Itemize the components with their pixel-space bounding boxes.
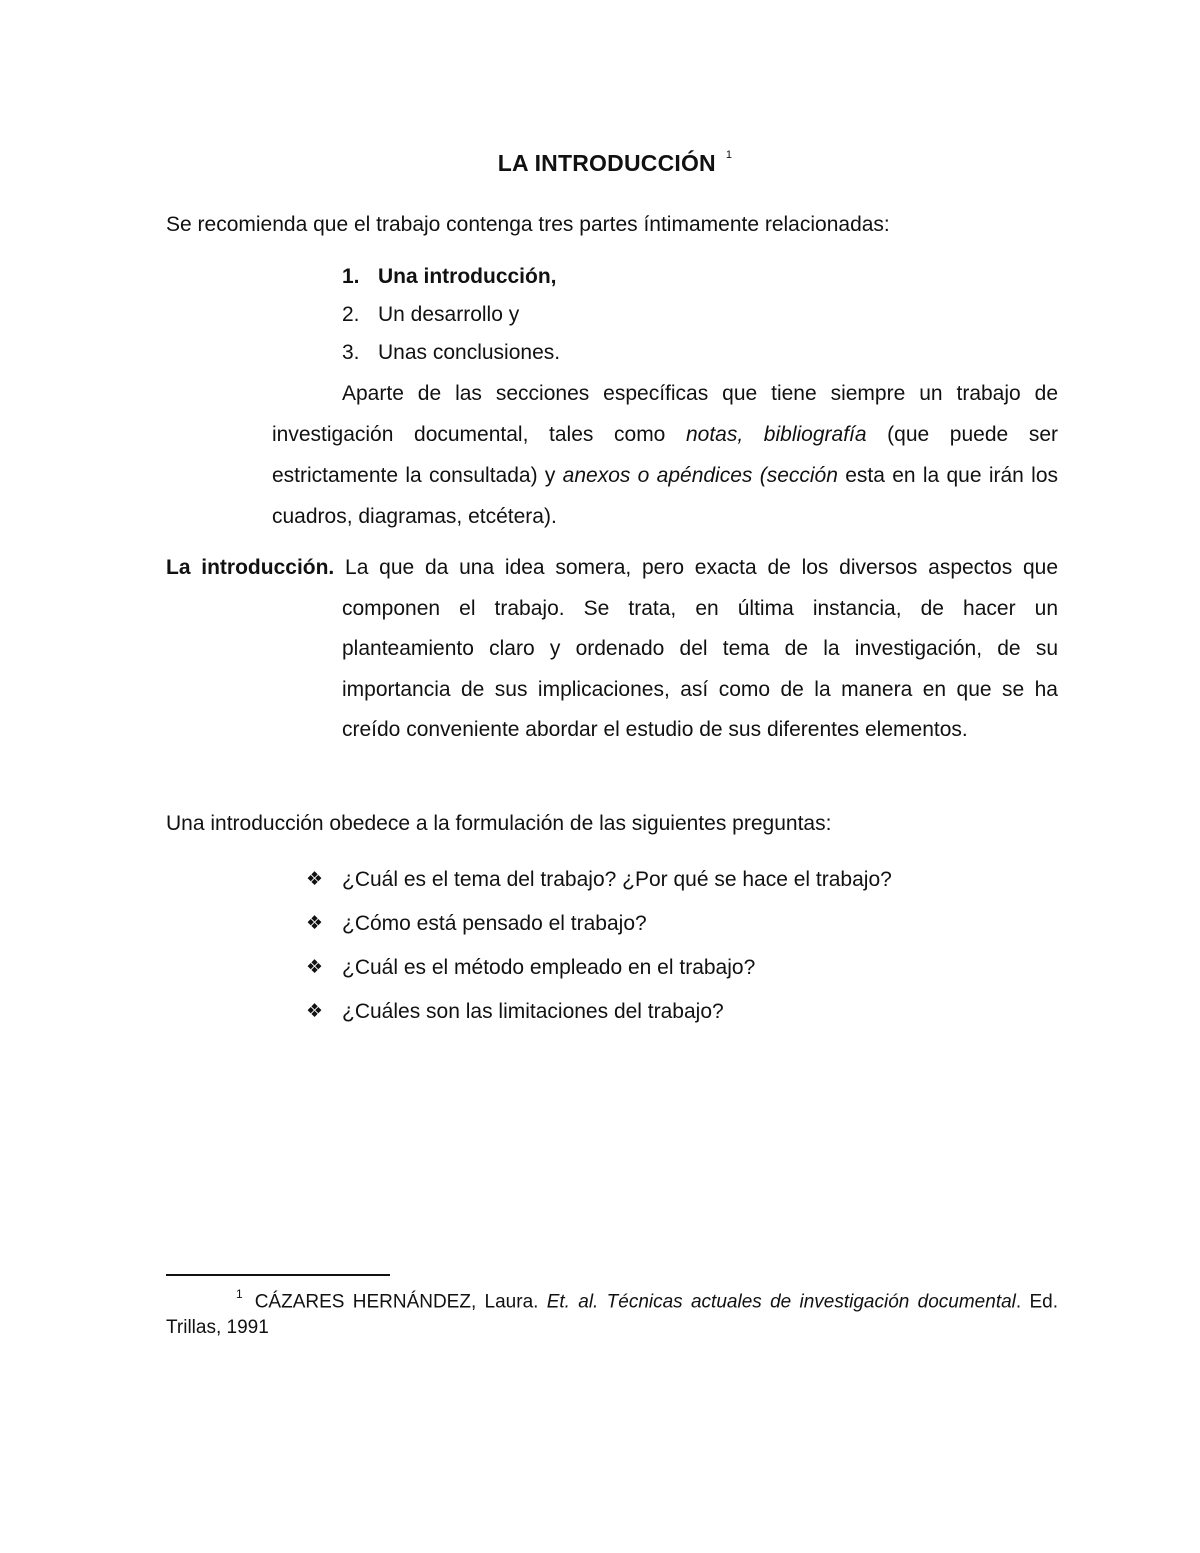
diamond-bullet-icon: ❖ <box>306 1001 324 1022</box>
list-item <box>342 258 560 296</box>
aparte-text-3: esta en la que irán los cuadros, diagramas, etcétera). <box>272 464 1058 528</box>
list-item <box>306 902 892 946</box>
footnote-etal: Et. al. <box>546 1291 599 1313</box>
question-text: ¿Cuál es el método empleado en el trabajo? <box>342 956 756 979</box>
list-number: 1. <box>342 265 360 288</box>
definition-term: La introducción. <box>166 556 335 579</box>
list-item <box>306 946 892 990</box>
definition-text: La que da una idea somera, pero exacta de los diversos aspectos que componen el trabajo. Se trata, en última instancia, de hacer un planteamiento claro y ordenado del tema de la investigación, de su importancia de sus implicaciones, así como de la manera en que se ha creído conveniente abordar el estudio de sus diferentes elementos. <box>334 556 1059 741</box>
footnote-rest: . Ed. Trillas, 1991 <box>166 1291 1058 1339</box>
list-item <box>342 296 560 334</box>
question-text: ¿Cómo está pensado el trabajo? <box>342 912 647 935</box>
aparte-italic-2: anexos o apéndices (sección <box>562 464 838 487</box>
footnote-author: CÁZARES HERNÁNDEZ, Laura. <box>254 1291 547 1313</box>
diamond-bullet-icon: ❖ <box>306 869 324 890</box>
list-item <box>342 334 560 372</box>
list-number: 2. <box>342 303 360 326</box>
intro-sentence: Se recomienda que el trabajo contenga tres partes íntimamente relacionadas: <box>166 213 890 236</box>
questions-list <box>306 858 892 1034</box>
footnote-marker: 1 <box>236 1287 243 1301</box>
question-text: ¿Cuál es el tema del trabajo? ¿Por qué se hace el trabajo? <box>342 868 892 891</box>
footnote-sep <box>598 1291 606 1312</box>
footnote <box>166 1283 1058 1341</box>
aparte-text-2: (que puede ser estrictamente la consultada) y <box>272 423 1058 487</box>
aparte-italic-1: notas, bibliografía <box>685 423 867 446</box>
diamond-bullet-icon: ❖ <box>306 957 324 978</box>
diamond-bullet-icon: ❖ <box>306 913 324 934</box>
aparte-text-1: Aparte de las secciones específicas que tiene siempre un trabajo de investigación documental, tales como <box>272 382 1058 446</box>
parts-list <box>342 258 560 372</box>
page-title <box>0 150 1200 177</box>
definition-paragraph <box>166 548 1058 751</box>
footnote-separator <box>166 1274 390 1276</box>
list-item <box>306 858 892 902</box>
list-label: Unas conclusiones. <box>378 341 561 364</box>
list-item <box>306 990 892 1034</box>
title-text: LA INTRODUCCIÓN <box>497 150 716 176</box>
title-footnote-marker: 1 <box>725 149 733 162</box>
list-number: 3. <box>342 341 360 364</box>
footnote-book: Técnicas actuales de investigación documental <box>606 1291 1016 1313</box>
question-text: ¿Cuáles son las limitaciones del trabajo? <box>342 1000 724 1023</box>
aparte-paragraph <box>272 373 1058 537</box>
list-label: Una introducción, <box>378 265 557 288</box>
questions-intro: Una introducción obedece a la formulación de las siguientes preguntas: <box>166 812 832 835</box>
list-label: Un desarrollo y <box>378 303 520 326</box>
